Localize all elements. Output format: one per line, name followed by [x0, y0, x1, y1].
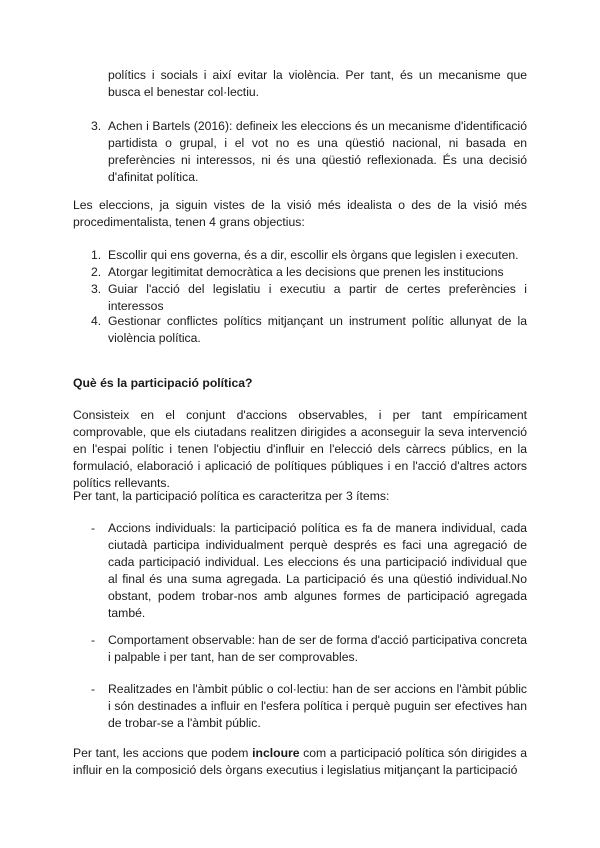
objective-item [91, 247, 527, 264]
characteristic-item [91, 632, 527, 666]
objective-item [91, 281, 527, 315]
list-marker: 1. [91, 248, 102, 262]
characteristic-text: Accions individuals: la participació política es fa de manera individual, cada ciutadà participa individualment perquè després es faci una agregació de cada participació individual. Les eleccions és una participació individual que al final és una suma agregada. La participació és una qüestió individual.No obstant, podem trobar-nos amb algunes formes de participació agregada també. [108, 521, 527, 620]
list-marker: 4. [91, 314, 102, 328]
objective-text: Atorgar legitimitat democràtica a les decisions que prenen les institucions [108, 265, 504, 279]
elections-paragraph: Les eleccions, ja siguin vistes de la visió més idealista o des de la visió més procedimentalista, tenen 4 grans objectius: [73, 198, 527, 229]
characteristic-text: Comportament observable: han de ser de forma d'acció participativa concreta i palpable i per tant, han de ser comprovables. [108, 633, 527, 664]
final-paragraph-bold-word: incloure [252, 746, 300, 760]
final-paragraph [73, 745, 527, 779]
characteristic-text: Realitzades en l'àmbit públic o col·lectiu: han de ser accions en l'àmbit públic i són destinades a influir en l'esfera política i perquè puguin ser efectives han de trobar-se a l'àmbit públic. [108, 682, 527, 730]
list-marker: 3. [91, 282, 102, 296]
characteristic-item [91, 520, 527, 622]
list-continuation-text: polítics i socials i així evitar la violència. Per tant, és un mecanisme que busca el benestar col·lectiu. [108, 68, 527, 99]
objective-text: Gestionar conflictes polítics mitjançant un instrument polític allunyat de la violència política. [108, 314, 527, 345]
section-heading: Què és la participació política? [73, 376, 253, 390]
list-marker: 3. [91, 119, 102, 133]
list-item-3 [91, 118, 527, 186]
list-item-text: Achen i Bartels (2016): defineix les eleccions és un mecanisme d'identificació partidista o grupal, i el vot no es una qüestió nacional, ni basada en preferències ni interessos, ni és una qüestió reflexionada. És una decisió d'afinitat política. [108, 119, 527, 184]
items-intro-text: Per tant, la participació política es caracteritza per 3 ítems: [73, 489, 390, 503]
final-paragraph-end: com a participació política són dirigides a influir en la composició dels òrgans executius i legislatius mitjançant la participació [73, 746, 527, 777]
objective-item [91, 264, 527, 281]
definition-paragraph: Consisteix en el conjunt d'accions observables, i per tant empíricament comprovable, que els ciutadans realitzen dirigides a aconseguir la seva intervenció en l'espai polític i tenen l'objectiu d'influir en l'elecció dels càrrecs públics, en la formulació, elaboració i aplicació de polítiques públiques i en l'acció d'altres actors polítics rellevants. [73, 408, 527, 490]
objective-item [91, 313, 527, 347]
objective-text: Guiar l'acció del legislatiu i executiu a partir de certes preferències i interessos [108, 282, 527, 313]
final-paragraph-start: Per tant, les accions que podem [73, 746, 253, 760]
objective-text: Escollir qui ens governa, és a dir, escollir els òrgans que legislen i executen. [108, 248, 519, 262]
list-marker: 2. [91, 265, 102, 279]
dash-marker: - [91, 633, 96, 647]
dash-marker: - [91, 682, 96, 696]
dash-marker: - [91, 521, 96, 535]
characteristic-item [91, 681, 527, 732]
